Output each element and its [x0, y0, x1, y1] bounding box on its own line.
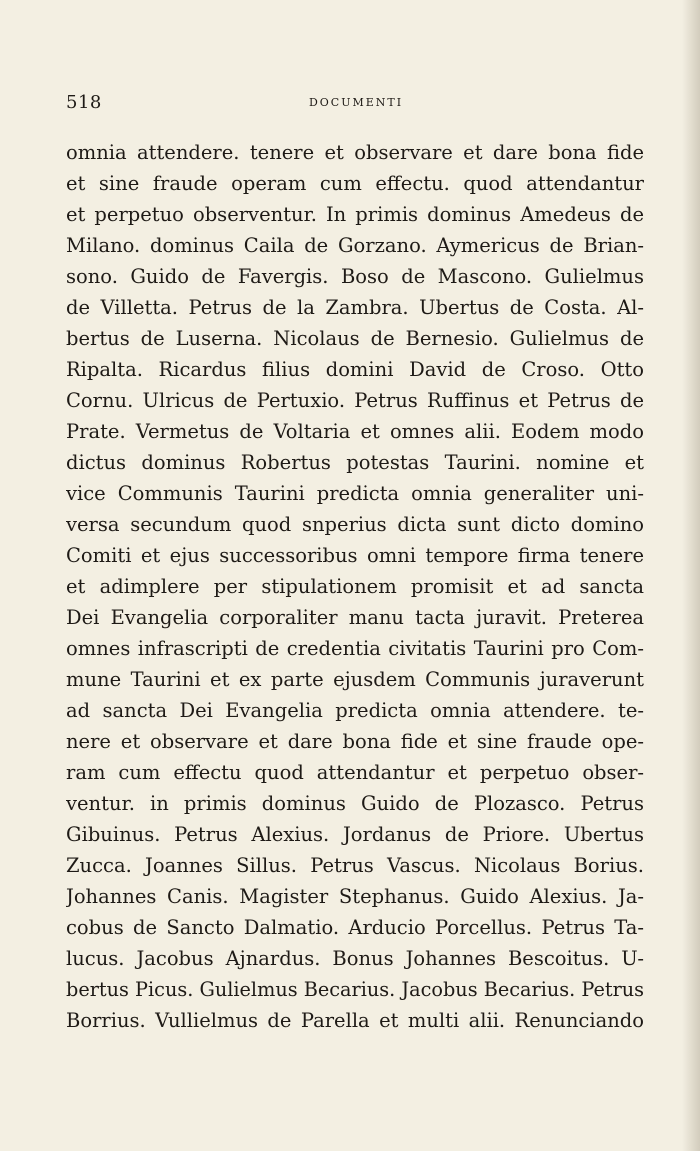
text-line: Comiti et ejus successoribus omni tempore firma tenere	[66, 544, 644, 567]
page-number: 518	[66, 92, 102, 113]
text-line: vice Communis Taurini predicta omnia generaliter uni-	[66, 482, 644, 505]
text-line: nere et observare et dare bona fide et sine fraude ope-	[66, 730, 644, 753]
text-line: Gibuinus. Petrus Alexius. Jordanus de Priore. Ubertus	[66, 823, 644, 846]
body-text	[66, 137, 644, 1036]
text-line: dictus dominus Robertus potestas Taurini. nomine et	[66, 451, 644, 474]
text-line: sono. Guido de Favergis. Boso de Mascono. Gulielmus	[66, 265, 644, 288]
running-head: DOCUMENTI	[308, 96, 404, 109]
text-line: et perpetuo observentur. In primis dominus Amedeus de	[66, 203, 644, 226]
text-line: versa secundum quod snperius dicta sunt dicto domino	[66, 513, 644, 536]
text-line: Cornu. Ulricus de Pertuxio. Petrus Ruffinus et Petrus de	[66, 389, 644, 412]
page-header	[66, 92, 646, 116]
text-line: Borrius. Vullielmus de Parella et multi alii. Renunciando	[66, 1009, 644, 1032]
text-line: Prate. Vermetus de Voltaria et omnes alii. Eodem modo	[66, 420, 644, 443]
text-line: Johannes Canis. Magister Stephanus. Guido Alexius. Ja-	[66, 885, 644, 908]
text-line: ad sancta Dei Evangelia predicta omnia attendere. te-	[66, 699, 644, 722]
page-edge-shadow	[682, 0, 700, 1151]
text-line: ram cum effectu quod attendantur et perpetuo obser-	[66, 761, 644, 784]
text-line: Dei Evangelia corporaliter manu tacta juravit. Preterea	[66, 606, 644, 629]
text-line: omnia attendere. tenere et observare et dare bona fide	[66, 141, 644, 164]
text-line: de Villetta. Petrus de la Zambra. Ubertus de Costa. Al-	[66, 296, 644, 319]
text-line: bertus Picus. Gulielmus Becarius. Jacobus Becarius. Petrus	[66, 978, 644, 1001]
text-line: Zucca. Joannes Sillus. Petrus Vascus. Nicolaus Borius.	[66, 854, 644, 877]
text-line: lucus. Jacobus Ajnardus. Bonus Johannes Bescoitus. U-	[66, 947, 644, 970]
text-line: Milano. dominus Caila de Gorzano. Aymericus de Brian-	[66, 234, 644, 257]
text-line: bertus de Luserna. Nicolaus de Bernesio. Gulielmus de	[66, 327, 644, 350]
text-line: et sine fraude operam cum effectu. quod attendantur	[66, 172, 644, 195]
text-line: ventur. in primis dominus Guido de Plozasco. Petrus	[66, 792, 644, 815]
text-line: et adimplere per stipulationem promisit et ad sancta	[66, 575, 644, 598]
text-line: Ripalta. Ricardus filius domini David de Croso. Otto	[66, 358, 644, 381]
text-line: omnes infrascripti de credentia civitatis Taurini pro Com-	[66, 637, 644, 660]
text-line: mune Taurini et ex parte ejusdem Communis juraverunt	[66, 668, 644, 691]
text-line: cobus de Sancto Dalmatio. Arducio Porcellus. Petrus Ta-	[66, 916, 644, 939]
